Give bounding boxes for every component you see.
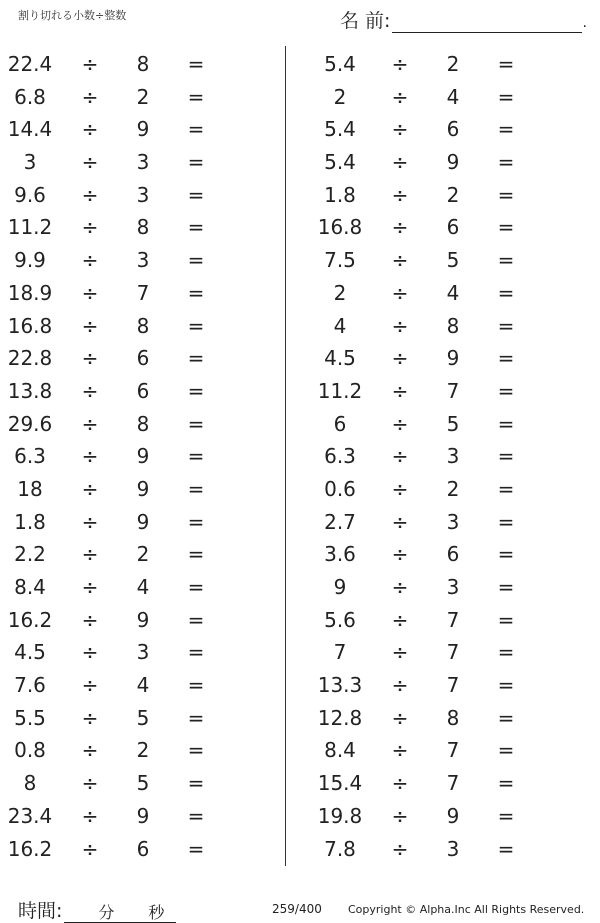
- equals-sign: =: [187, 673, 205, 698]
- divisor: 7: [446, 378, 460, 403]
- divisor: 2: [136, 542, 150, 567]
- division-sign: ÷: [391, 182, 409, 207]
- division-sign: ÷: [81, 738, 99, 763]
- division-sign: ÷: [81, 542, 99, 567]
- equals-sign: =: [497, 411, 515, 436]
- equals-sign: =: [497, 476, 515, 501]
- dividend: 13.8: [7, 378, 53, 403]
- equals-sign: =: [187, 771, 205, 796]
- divisor: 4: [446, 280, 460, 305]
- equals-sign: =: [187, 542, 205, 567]
- division-sign: ÷: [391, 607, 409, 632]
- division-sign: ÷: [391, 411, 409, 436]
- divisor: 4: [136, 673, 150, 698]
- divisor: 3: [136, 640, 150, 665]
- dividend: 2.7: [324, 509, 356, 534]
- dividend: 2: [333, 280, 347, 305]
- divisor: 7: [446, 738, 460, 763]
- dividend: 11.2: [7, 215, 53, 240]
- dividend: 8: [23, 771, 37, 796]
- division-sign: ÷: [391, 215, 409, 240]
- division-sign: ÷: [81, 280, 99, 305]
- equals-sign: =: [187, 705, 205, 730]
- equals-sign: =: [497, 542, 515, 567]
- divisor: 7: [446, 640, 460, 665]
- divisor: 3: [446, 509, 460, 534]
- dividend: 0.6: [324, 476, 356, 501]
- division-sign: ÷: [81, 84, 99, 109]
- division-sign: ÷: [81, 444, 99, 469]
- equals-sign: =: [187, 836, 205, 861]
- division-sign: ÷: [391, 117, 409, 142]
- divisor: 9: [446, 150, 460, 175]
- equals-sign: =: [187, 378, 205, 403]
- divisor: 2: [136, 738, 150, 763]
- equals-sign: =: [187, 803, 205, 828]
- equals-sign: =: [497, 509, 515, 534]
- page-number: 259/400: [272, 902, 322, 916]
- seconds-label: 秒: [148, 903, 165, 922]
- divisor: 8: [136, 52, 150, 76]
- divisor: 8: [136, 411, 150, 436]
- division-sign: ÷: [81, 52, 99, 76]
- divisor: 4: [446, 84, 460, 109]
- divisor: 9: [136, 476, 150, 501]
- division-sign: ÷: [391, 378, 409, 403]
- division-sign: ÷: [391, 705, 409, 730]
- division-sign: ÷: [81, 150, 99, 175]
- divisor: 5: [446, 411, 460, 436]
- dividend: 0.8: [14, 738, 46, 763]
- dividend: 5.5: [14, 705, 46, 730]
- divisor: 9: [446, 346, 460, 371]
- dividend: 18: [17, 476, 43, 501]
- dividend: 7.6: [14, 673, 46, 698]
- division-sign: ÷: [81, 575, 99, 599]
- equals-sign: =: [497, 182, 515, 207]
- dividend: 29.6: [7, 411, 53, 436]
- division-sign: ÷: [81, 705, 99, 730]
- equals-sign: =: [187, 313, 205, 338]
- equals-sign: =: [187, 346, 205, 371]
- division-sign: ÷: [391, 280, 409, 305]
- equals-sign: =: [187, 476, 205, 501]
- dividend: 4: [333, 313, 347, 338]
- division-sign: ÷: [391, 640, 409, 665]
- division-sign: ÷: [391, 150, 409, 175]
- equals-sign: =: [497, 705, 515, 730]
- divisor: 3: [446, 575, 460, 599]
- worksheet-title: 割り切れる小数÷整数: [18, 9, 127, 22]
- divisor: 9: [136, 444, 150, 469]
- divisor: 2: [446, 52, 460, 76]
- division-sign: ÷: [391, 84, 409, 109]
- dividend: 9: [333, 575, 347, 599]
- equals-sign: =: [497, 52, 515, 76]
- division-sign: ÷: [81, 836, 99, 861]
- equals-sign: =: [497, 803, 515, 828]
- dividend: 5.4: [324, 150, 356, 175]
- divisor: 6: [446, 542, 460, 567]
- divisor: 3: [446, 444, 460, 469]
- division-sign: ÷: [81, 607, 99, 632]
- divisor: 9: [446, 803, 460, 828]
- equals-sign: =: [497, 313, 515, 338]
- time-label: 時間:: [18, 900, 63, 922]
- divisor: 9: [136, 509, 150, 534]
- division-sign: ÷: [391, 542, 409, 567]
- dividend: 22.4: [7, 52, 53, 76]
- dividend: 4.5: [324, 346, 356, 371]
- division-sign: ÷: [391, 509, 409, 534]
- dividend: 3.6: [324, 542, 356, 567]
- divisor: 7: [136, 280, 150, 305]
- divisor: 3: [136, 248, 150, 273]
- dividend: 8.4: [324, 738, 356, 763]
- equals-sign: =: [187, 738, 205, 763]
- equals-sign: =: [187, 640, 205, 665]
- divisor: 8: [136, 215, 150, 240]
- divisor: 5: [136, 705, 150, 730]
- division-sign: ÷: [81, 476, 99, 501]
- equals-sign: =: [497, 575, 515, 599]
- equals-sign: =: [187, 444, 205, 469]
- divisor: 4: [136, 575, 150, 599]
- division-sign: ÷: [391, 673, 409, 698]
- dividend: 5.4: [324, 52, 356, 76]
- division-sign: ÷: [391, 575, 409, 599]
- equals-sign: =: [187, 215, 205, 240]
- dividend: 5.4: [324, 117, 356, 142]
- division-sign: ÷: [81, 313, 99, 338]
- dividend: 1.8: [324, 182, 356, 207]
- divisor: 5: [446, 248, 460, 273]
- equals-sign: =: [497, 771, 515, 796]
- division-sign: ÷: [391, 738, 409, 763]
- divisor: 7: [446, 673, 460, 698]
- name-blank-line[interactable]: [392, 12, 582, 33]
- divisor: 8: [446, 313, 460, 338]
- equals-sign: =: [187, 509, 205, 534]
- equals-sign: =: [497, 280, 515, 305]
- division-sign: ÷: [81, 509, 99, 534]
- equals-sign: =: [497, 117, 515, 142]
- division-sign: ÷: [81, 411, 99, 436]
- dividend: 5.6: [324, 607, 356, 632]
- equals-sign: =: [497, 215, 515, 240]
- dividend: 18.9: [7, 280, 53, 305]
- dividend: 9.9: [14, 248, 46, 273]
- divisor: 6: [446, 117, 460, 142]
- name-label: 名 前:: [340, 10, 391, 32]
- equals-sign: =: [497, 673, 515, 698]
- equals-sign: =: [497, 346, 515, 371]
- division-sign: ÷: [391, 248, 409, 273]
- dividend: 16.8: [7, 313, 53, 338]
- divisor: 3: [136, 150, 150, 175]
- equals-sign: =: [497, 836, 515, 861]
- dividend: 7.8: [324, 836, 356, 861]
- name-end-dot: .: [582, 15, 587, 31]
- division-sign: ÷: [391, 771, 409, 796]
- time-field: [18, 896, 176, 923]
- division-sign: ÷: [391, 52, 409, 76]
- divisor: 6: [446, 215, 460, 240]
- dividend: 19.8: [317, 803, 363, 828]
- dividend: 16.8: [317, 215, 363, 240]
- dividend: 16.2: [7, 607, 53, 632]
- dividend: 6.3: [14, 444, 46, 469]
- divisor: 7: [446, 607, 460, 632]
- equals-sign: =: [187, 280, 205, 305]
- equals-sign: =: [187, 607, 205, 632]
- dividend: 11.2: [317, 378, 363, 403]
- dividend: 2: [333, 84, 347, 109]
- divisor: 7: [446, 771, 460, 796]
- dividend: 8.4: [14, 575, 46, 599]
- dividend: 23.4: [7, 803, 53, 828]
- divisor: 2: [446, 182, 460, 207]
- dividend: 14.4: [7, 117, 53, 142]
- equals-sign: =: [497, 378, 515, 403]
- equals-sign: =: [187, 182, 205, 207]
- equals-sign: =: [187, 150, 205, 175]
- divisor: 5: [136, 771, 150, 796]
- dividend: 12.8: [317, 705, 363, 730]
- dividend: 9.6: [14, 182, 46, 207]
- equals-sign: =: [497, 640, 515, 665]
- dividend: 6.3: [324, 444, 356, 469]
- column-divider: [285, 46, 286, 866]
- divisor: 6: [136, 836, 150, 861]
- name-field: [340, 6, 587, 33]
- equals-sign: =: [497, 738, 515, 763]
- division-sign: ÷: [391, 476, 409, 501]
- dividend: 3: [23, 150, 37, 175]
- divisor: 2: [136, 84, 150, 109]
- division-sign: ÷: [391, 313, 409, 338]
- division-sign: ÷: [81, 346, 99, 371]
- division-sign: ÷: [81, 117, 99, 142]
- equals-sign: =: [497, 607, 515, 632]
- divisor: 9: [136, 803, 150, 828]
- dividend: 22.8: [7, 346, 53, 371]
- division-sign: ÷: [81, 215, 99, 240]
- division-sign: ÷: [81, 378, 99, 403]
- divisor: 2: [446, 476, 460, 501]
- division-sign: ÷: [81, 673, 99, 698]
- equals-sign: =: [187, 411, 205, 436]
- equals-sign: =: [187, 575, 205, 599]
- equals-sign: =: [187, 52, 205, 76]
- divisor: 6: [136, 378, 150, 403]
- division-sign: ÷: [391, 444, 409, 469]
- equals-sign: =: [497, 84, 515, 109]
- division-sign: ÷: [391, 346, 409, 371]
- division-sign: ÷: [81, 248, 99, 273]
- divisor: 9: [136, 117, 150, 142]
- division-sign: ÷: [391, 803, 409, 828]
- division-sign: ÷: [81, 803, 99, 828]
- division-sign: ÷: [391, 836, 409, 861]
- divisor: 3: [136, 182, 150, 207]
- equals-sign: =: [497, 444, 515, 469]
- dividend: 6: [333, 411, 347, 436]
- equals-sign: =: [187, 84, 205, 109]
- equals-sign: =: [497, 248, 515, 273]
- divisor: 8: [446, 705, 460, 730]
- dividend: 13.3: [317, 673, 363, 698]
- division-sign: ÷: [81, 182, 99, 207]
- dividend: 4.5: [14, 640, 46, 665]
- divisor: 6: [136, 346, 150, 371]
- equals-sign: =: [187, 248, 205, 273]
- minutes-label: 分: [98, 903, 115, 922]
- copyright-notice: Copyright © Alpha.Inc All Rights Reserved.: [348, 903, 585, 916]
- dividend: 1.8: [14, 509, 46, 534]
- divisor: 9: [136, 607, 150, 632]
- dividend: 7.5: [324, 248, 356, 273]
- dividend: 15.4: [317, 771, 363, 796]
- division-sign: ÷: [81, 771, 99, 796]
- dividend: 6.8: [14, 84, 46, 109]
- dividend: 7: [333, 640, 347, 665]
- division-sign: ÷: [81, 640, 99, 665]
- equals-sign: =: [187, 117, 205, 142]
- dividend: 16.2: [7, 836, 53, 861]
- divisor: 3: [446, 836, 460, 861]
- time-blank-line[interactable]: [64, 900, 176, 923]
- equals-sign: =: [497, 150, 515, 175]
- dividend: 2.2: [14, 542, 46, 567]
- divisor: 8: [136, 313, 150, 338]
